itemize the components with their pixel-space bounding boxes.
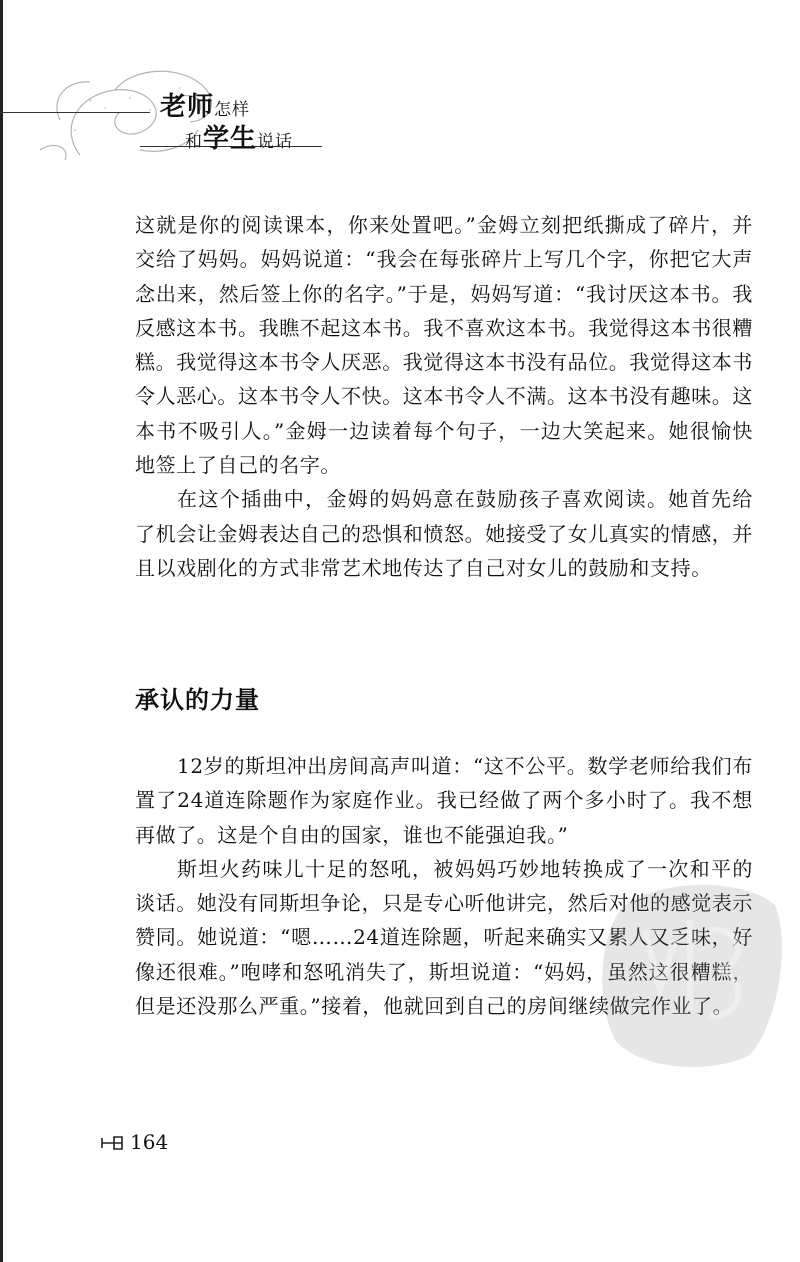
book-page-icon xyxy=(100,1134,124,1152)
header-rule-top xyxy=(0,112,150,113)
book-title-line-2 xyxy=(185,118,293,155)
paragraph: 在这个插曲中，金姆的妈妈意在鼓励孩子喜欢阅读。她首先给了机会让金姆表达自己的恐惧和愤怒。她接受了女儿真实的情感，并且以戏剧化的方式非常艺术地传达了自己对女儿的鼓励和支持。 xyxy=(135,487,753,580)
title-small-how: 怎样 xyxy=(214,100,251,120)
title-small-talk: 说话 xyxy=(257,132,294,152)
title-bold-teacher: 老师 xyxy=(160,92,215,122)
paragraph: 斯坦火药味儿十足的怒吼，被妈妈巧妙地转换成了一次和平的谈话。她没有同斯坦争论，只是专心听他讲完，然后对他的感觉表示赞同。她说道：“嗯……24道连除题，听起来确实又累人又乏味，好像还很难。”咆哮和怒吼消失了，斯坦说道：“妈妈，虽然这很糟糕，但是还没那么严重。”接着，他就回到自己的房间继续做完作业了。 xyxy=(135,856,753,1019)
page-number: 164 xyxy=(130,1130,169,1154)
title-small-and: 和 xyxy=(185,132,203,152)
page-edge xyxy=(0,0,3,1262)
running-header xyxy=(0,60,360,180)
library-watermark-icon xyxy=(590,870,795,1080)
title-bold-student: 学生 xyxy=(203,124,258,154)
body-text xyxy=(135,208,753,585)
section-heading: 承认的力量 xyxy=(135,686,260,714)
paragraph: 12岁的斯坦冲出房间高声叫道：“这不公平。数学老师给我们布置了24道连除题作为家庭作业。我已经做了两个多小时了。我不想再做了。这是个自由的国家，谁也不能强迫我。” xyxy=(135,754,753,847)
paragraph: 这就是你的阅读课本，你来处置吧。”金姆立刻把纸撕成了碎片，并交给了妈妈。妈妈说道：“我会在每张碎片上写几个字，你把它大声念出来，然后签上你的名字。”于是，妈妈写道：“我讨厌这本书。我反感这本书。我瞧不起这本书。我不喜欢这本书。我觉得这本书很糟糕。我觉得这本书令人厌恶。我觉得这本书没有品位。我觉得这本书令人恶心。这本书令人不快。这本书令人不满。这本书没有趣味。这本书不吸引人。”金姆一边读着每个句子，一边大笑起来。她很愉快地签上了自己的名字。 xyxy=(135,213,753,478)
